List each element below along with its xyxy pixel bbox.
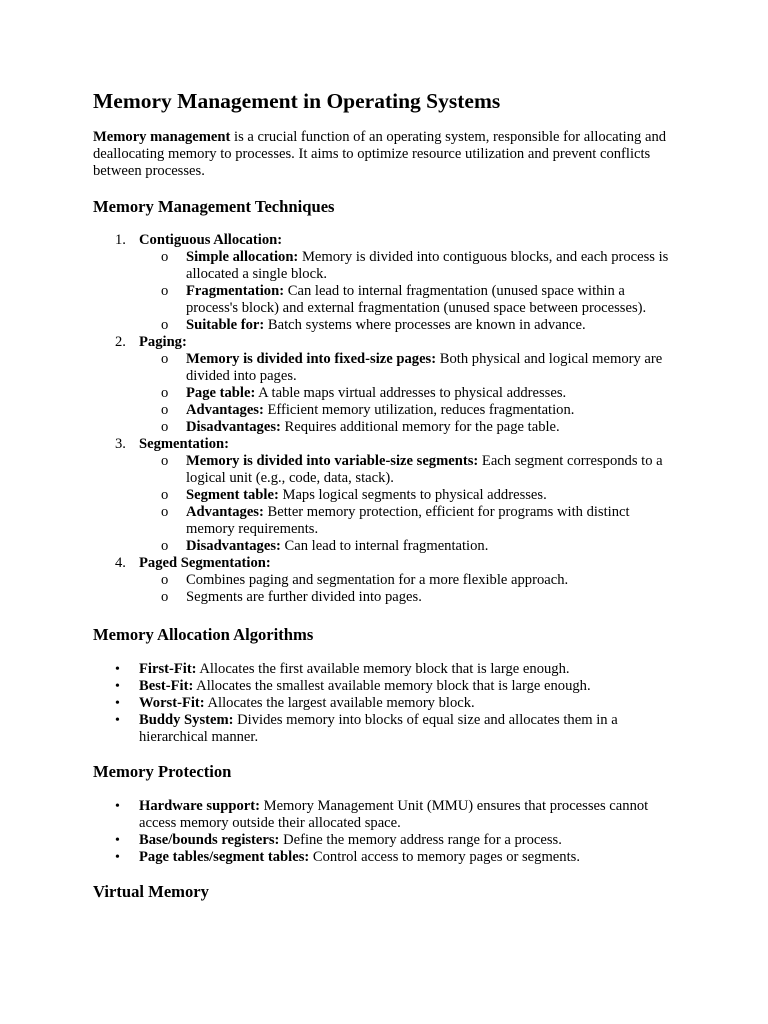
item-term: Page tables/segment tables: <box>139 849 310 865</box>
circle-bullet-icon: o <box>161 385 169 401</box>
technique-label: Contiguous Allocation: <box>139 232 283 248</box>
algorithm-item <box>93 712 653 746</box>
point-term: Disadvantages: <box>186 538 281 554</box>
point-text: Requires additional memory for the page table. <box>280 419 560 435</box>
point-text: A table maps virtual addresses to physical addresses. <box>255 385 567 401</box>
circle-bullet-icon: o <box>161 317 169 333</box>
point-text: Memory is divided into contiguous blocks, and each process is allocated a single block. <box>186 249 669 282</box>
point-text: Segments are further divided into pages. <box>186 589 422 605</box>
item-text: Allocates the first available memory block that is large enough. <box>196 661 570 677</box>
circle-bullet-icon: o <box>161 572 169 588</box>
protection-heading: Memory Protection <box>93 762 232 781</box>
point-term: Advantages: <box>186 402 264 418</box>
circle-bullet-icon: o <box>161 419 169 435</box>
circle-bullet-icon: o <box>161 249 169 265</box>
bullet-icon: • <box>115 713 120 728</box>
point-text: Better memory protection, efficient for programs with distinct memory requirements. <box>186 504 630 537</box>
point-term: Page table: <box>186 385 256 401</box>
technique-points <box>139 351 693 436</box>
point-text: Each segment corresponds to a logical unit (e.g., code, data, stack). <box>186 453 663 486</box>
point-text: Batch systems where processes are known in advance. <box>264 317 586 333</box>
virtual-memory-heading: Virtual Memory <box>93 882 209 901</box>
algorithm-item <box>93 695 653 712</box>
item-text: Allocates the smallest available memory block that is large enough. <box>193 678 591 694</box>
technique-item <box>93 334 693 436</box>
technique-point <box>139 283 680 317</box>
protection-item <box>93 798 653 832</box>
technique-points <box>139 453 693 555</box>
technique-point <box>139 317 680 334</box>
point-term: Fragmentation: <box>186 283 285 299</box>
technique-label: Paged Segmentation: <box>139 555 271 571</box>
circle-bullet-icon: o <box>161 487 169 503</box>
bullet-icon: • <box>115 696 120 711</box>
point-term: Memory is divided into fixed-size pages: <box>186 351 437 367</box>
item-term: Worst-Fit: <box>139 695 205 711</box>
circle-bullet-icon: o <box>161 283 169 299</box>
technique-point <box>139 589 680 606</box>
algorithms-list <box>93 661 653 746</box>
circle-bullet-icon: o <box>161 589 169 605</box>
algorithm-item <box>93 661 653 678</box>
point-text: Maps logical segments to physical addresses. <box>278 487 547 503</box>
technique-point <box>139 572 680 589</box>
circle-bullet-icon: o <box>161 538 169 554</box>
technique-label: Paging: <box>139 334 187 350</box>
protection-item <box>93 832 653 849</box>
technique-point <box>139 504 680 538</box>
technique-point <box>139 402 680 419</box>
technique-point <box>139 249 680 283</box>
techniques-list <box>93 232 693 606</box>
point-term: Advantages: <box>186 504 264 520</box>
circle-bullet-icon: o <box>161 402 169 418</box>
technique-item <box>93 436 693 555</box>
point-text: Efficient memory utilization, reduces fragmentation. <box>263 402 575 418</box>
technique-item <box>93 555 693 606</box>
algorithm-item <box>93 678 653 695</box>
technique-number: 1. <box>115 232 126 248</box>
technique-point <box>139 487 680 504</box>
item-term: Base/bounds registers: <box>139 832 280 848</box>
bullet-icon: • <box>115 662 120 677</box>
item-term: First-Fit: <box>139 661 197 677</box>
technique-number: 3. <box>115 436 126 452</box>
point-text: Can lead to internal fragmentation (unused space within a process's block) and external fragmentation (unused space between processes). <box>186 283 647 316</box>
technique-point <box>139 419 680 436</box>
technique-points <box>139 249 693 334</box>
point-term: Memory is divided into variable-size segments: <box>186 453 479 469</box>
techniques-heading: Memory Management Techniques <box>93 197 335 216</box>
intro-paragraph <box>93 129 691 180</box>
point-text: Both physical and logical memory are divided into pages. <box>186 351 663 384</box>
point-text: Can lead to internal fragmentation. <box>280 538 489 554</box>
technique-point <box>139 385 680 402</box>
technique-item <box>93 232 693 334</box>
bullet-icon: • <box>115 833 120 848</box>
circle-bullet-icon: o <box>161 504 169 520</box>
point-term: Disadvantages: <box>186 419 281 435</box>
technique-point <box>139 453 680 487</box>
protection-list <box>93 798 653 866</box>
item-text: Control access to memory pages or segments. <box>309 849 580 865</box>
protection-item <box>93 849 653 866</box>
point-term: Simple allocation: <box>186 249 299 265</box>
page-title: Memory Management in Operating Systems <box>93 89 501 113</box>
point-term: Suitable for: <box>186 317 265 333</box>
technique-points <box>139 572 693 606</box>
item-term: Hardware support: <box>139 798 260 814</box>
item-term: Best-Fit: <box>139 678 194 694</box>
point-term: Segment table: <box>186 487 279 503</box>
circle-bullet-icon: o <box>161 453 169 469</box>
item-text: Allocates the largest available memory block. <box>204 695 475 711</box>
bullet-icon: • <box>115 799 120 814</box>
intro-text: is a crucial function of an operating system, responsible for allocating and deallocating memory to processes. It aims to optimize resource utilization and prevent conflicts between processes. <box>93 129 667 179</box>
technique-point <box>139 351 680 385</box>
item-text: Define the memory address range for a process. <box>279 832 562 848</box>
bullet-icon: • <box>115 850 120 865</box>
bullet-icon: • <box>115 679 120 694</box>
algorithms-heading: Memory Allocation Algorithms <box>93 625 314 644</box>
point-text: Combines paging and segmentation for a more flexible approach. <box>186 572 569 588</box>
technique-number: 2. <box>115 334 126 350</box>
technique-number: 4. <box>115 555 126 571</box>
item-term: Buddy System: <box>139 712 234 728</box>
intro-term: Memory management <box>93 129 231 145</box>
item-text: Divides memory into blocks of equal size and allocates them in a hierarchical manner. <box>139 712 618 745</box>
technique-label: Segmentation: <box>139 436 229 452</box>
technique-point <box>139 538 680 555</box>
circle-bullet-icon: o <box>161 351 169 367</box>
item-text: Memory Management Unit (MMU) ensures that processes cannot access memory outside their allocated space. <box>139 798 649 831</box>
